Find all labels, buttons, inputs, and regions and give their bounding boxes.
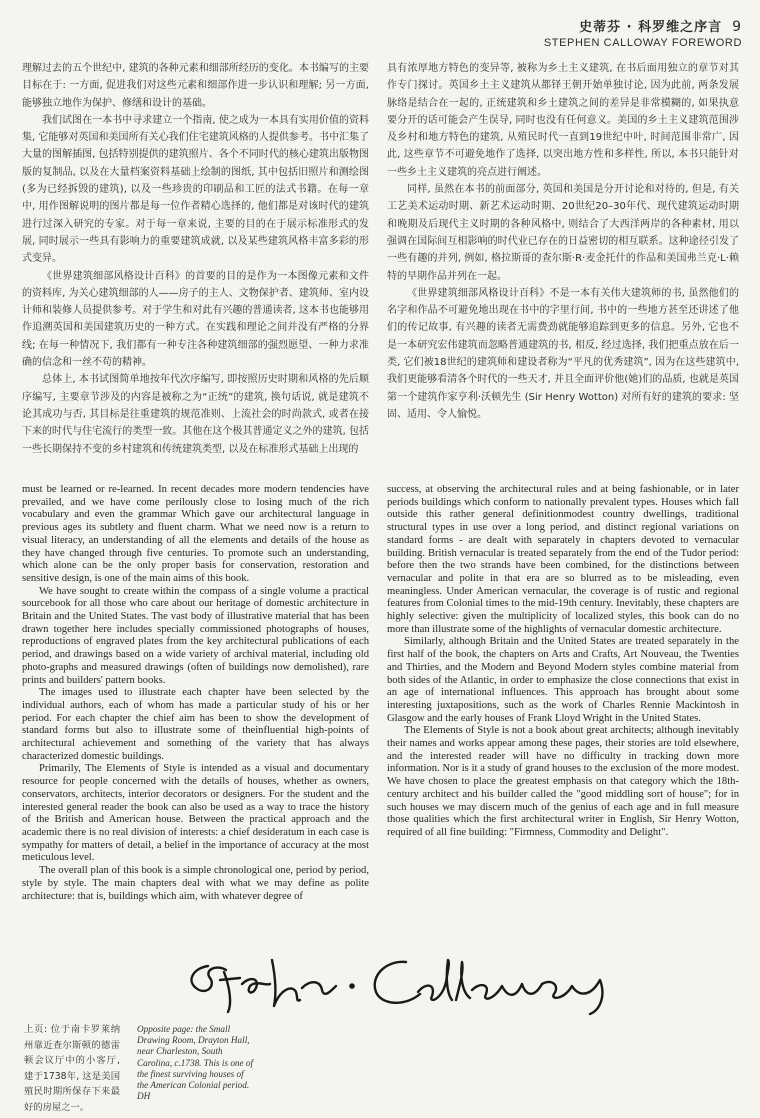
header-title-en: STEPHEN CALLOWAY FOREWORD (543, 37, 742, 49)
header-chinese-line (544, 16, 742, 35)
english-column-right (387, 484, 739, 934)
english-column-left (22, 484, 369, 934)
paragraph: The images used to illustrate each chapter have been selected by the individual authors, each of whom has made a particular study of his or her period. For each chapter the chief aim has been to show the development of standard forms but also to illustrate some of theinfluential high-points of architectural achievement and something of the variety that has always characterized domestic buildings. (22, 687, 369, 762)
paragraph: We have sought to create within the compass of a single volume a practical sourcebook for all those who care about our heritage of domestic architecture in Britain and the United States. The vast body of illustrative material that has been drawn together here includes specially commissioned photographs of houses, reproductions of engraved plates from the key architectural publications of each period, and drawings based on a wide variety of archival material, including old photo-graphs and measured drawings (often of buildings now demolished), rare prints and builders' pattern books. (22, 585, 369, 686)
paragraph: Primarily, The Elements of Style is intended as a visual and documentary resource for people concerned with the details of houses, whether as owners, conservators, architects, interior decorators or designers. For the student and the interested general reader the book can also be used as a way to trace the history of the British and American house. Between the practical approach and the academic there is no real division of interests: a chief desideratum in each case is sympathy for matters of detail, a belief in the importance of accuracy at the most meticulous level. (22, 763, 369, 864)
signature-graphic (180, 940, 660, 1020)
paragraph: success, at observing the architectural rules and at being fashionable, or in later periods buildings which conform to nationally prevalent types. Houses which fall outside this rather general definitionmodest country dwellings, traditional structural types in use over a long period, and distinct regional variations on standard forms - are dealt with separately in chapters devoted to vernacular building. British vernacular is treated separately from the end of the Tudor period: before then the two strands have been combined, for the distinctions between vernacular and polite in that era are so blurred as to be misleading, even meaningless. Under American vernacular, the coverage is of rustic and regional features from Colonial times to the mid-19th century. Inevitably, these chapters are highly selective: given the multiplicity of localized styles, this book can do no more than illustrate some of the highlights of vernacular domestic architecture. (387, 484, 739, 635)
header-title-cn: 史蒂芬 · 科罗维之序言 (579, 20, 723, 35)
signature (180, 940, 660, 1020)
paragraph: The overall plan of this book is a simple chronological one, period by period, style by style. The main chapters deal with what we may define as polite architecture: that is, buildings which aim, with whatever degree of (22, 865, 369, 902)
paragraph: 具有浓厚地方特色的变异等, 被称为乡土主义建筑, 在书后面用独立的章节对其作专门探讨。英国乡土主义建筑从都铎王朝开始单独讨论, 因为此前, 两条发展脉络是结合在一起的, 正统建筑和乡土建筑之间的差异是非常模糊的, 如果执意要分开的话可能会产生误导, 同时也没有任何意义。美国的乡土主义建筑范围涉及乡村和地方特色的建筑, 从殖民时代一直到19世纪中叶, 时间范围非常广, 因此, 这些章节不可避免地作了选择, 以突出地方性和多样性, 所以, 本书只能针对一些乡土主义建筑的亮点进行阐述。 (387, 63, 739, 178)
paragraph: 《世界建筑细部风格设计百科》不是一本有关伟大建筑师的书, 虽然他们的名字和作品不可避免地出现在书中的字里行间, 书中的一些地方甚至还讲述了他们的传记故事, 有兴趣的读者无需费劲就能够追踪到更多的信息。另外, 它也不是一本研究宏伟建筑而忽略普通建筑的书, 相反, 经过选择, 我们把重点放在后一类, 它们被18世纪的建筑师和建设者称为“平凡的优秀建筑”, 因为在这些建筑中, 我们更能够看清各个时代的一些天才, 并且全面评价他(她)们的品质, 也就是英国第一个建筑作家亨利·沃顿先生 (Sir Henry Wotton) 对所有好的建筑的要求: 坚固、适用、令人愉悦。 (387, 287, 739, 420)
paragraph: 总体上, 本书试图简单地按年代次序编写, 即按照历史时期和风格的先后顺序编写, 主要章节涉及的内容是被称之为“正统”的建筑, 换句话说, 就是建筑不论其成功与否, 其目标是往重建筑的规范准则、上流社会的时尚款式, 或者在接下来的时代与住宅流行的类型一致。其他在这个极其普通定义之外的建筑, 包括一些长期保持不变的乡村建筑和传统建筑类型, 以及在标准形式基础上出现的 (22, 374, 369, 455)
chinese-column-right (387, 60, 739, 468)
page-number: 9 (732, 19, 742, 35)
paragraph: 我们试图在一本书中寻求建立一个指南, 使之成为一本具有实用价值的资料集, 它能够对英国和美国所有关心我们住宅建筑风格的人提供参考。书中汇集了大量的图解插图, 包括特别提供的建筑照片、各个不同时代的核心建筑出版物图版的复制品, 以及在大量档案资料基础上绘制的图纸, 其中包括旧照片和测绘图(多为已经拆毁的建筑), 以及一些珍贵的印刷品和工匠的法式书籍。在每一章中, 用作图解说明的图片都是每一位作者精心选择的, 他们都是对该时代的建筑进行过深入研究的专家。对于每一章来说, 主要的目的在于展示标准形式的发展, 同时展示一些具有影响力的重要建筑成就, 以及某些建筑风格丰富多彩的形式变异。 (22, 114, 369, 265)
caption-chinese: 上页: 位于南卡罗莱纳州靠近查尔斯顿的德雷顿会议厅中的小客厅, 建于1738年, 这是美国殖民时期所保存下来最好的房屋之一。 (24, 1024, 120, 1113)
paragraph: 同样, 虽然在本书的前面部分, 英国和美国是分开讨论和对待的, 但是, 有关工艺美术运动时期、新艺术运动时期、20世纪20–30年代、现代建筑运动时期和晚期及后现代主义时期的各种风格中, 则结合了大西洋两岸的各种素材, 用以强调在国际间互相影响的时代业已存在的日益密切的相互联系。这种途径引发了一些有趣的并列, 例如, 格拉斯哥的查尔斯·R·麦金托什的作品和美国弗兰克·L·赖特的早期作品并列在一起。 (387, 184, 739, 282)
chinese-column-left (22, 60, 369, 468)
paragraph: must be learned or re-learned. In recent decades more modern tendencies have prevailed, and we have come perilously close to losing much of the rich vocabulary and even the grammar Which gave our architectural language in previous ages its subtlety and fluent charm. What we need now is a return to visual literacy, an understanding of all the elements and details of the house as they have changed through five centuries. To promote such an understanding, which alone can be the only proper basis for conservation, restoration and sensitive design, is one of the main aims of this book. (22, 484, 369, 584)
paragraph: The Elements of Style is not a book about great architects; although inevitably their names and works appear among these pages, their stories are told elsewhere, and the interested reader will have no difficulty in tracking down more information. Nor is it a study of grand houses to the exclusion of the more modest. We have chosen to place the greatest emphasis on that category which the 18th-century architect and his builder called the "good middling sort of house"; for in such houses we may discern much of the genius of each age and in full measure those qualities which the first architectural writer in English, Sir Henry Wotton, required of all fine building: "Firmness, Commodity and Delight". (387, 725, 739, 838)
paragraph: 理解过去的五个世纪中, 建筑的各种元素和细部所经历的变化。本书编写的主要目标在于: 一方面, 促进我们对这些元素和细部作进一步认识和理解; 另一方面, 能够独立地作为保护、修缮和设计的基础。 (22, 63, 369, 109)
page-header (544, 16, 742, 49)
paragraph: Similarly, although Britain and the United States are treated separately in the first half of the book, the chapters on Arts and Crafts, Art Nouveau, the Twenties and Thirties, and the Modern and Beyond Modern styles combine material from both sides of the Atlantic, in order to emphasize the close connections that exist in an age of international influences. This approach has brought about some interesting juxtapositions, such as the work of Charles Rennie Mackintosh in Glasgow and the early houses of Frank Lloyd Wright in the United States. (387, 636, 739, 724)
caption-english: Opposite page: the Small Drawing Room, Drayton Hall, near Charleston, South Carolina, c.1738. This is one of the finest surviving houses of the American Colonial period. DH (137, 1024, 254, 1102)
paragraph: 《世界建筑细部风格设计百科》的首要的目的是作为一本图像元素和文件的资料库, 为关心建筑细部的人——房子的主人、文物保护者、建筑师、室内设计师和装修人员提供参考。对于学生和对此有兴趣的普通读者, 这本书也能够用作追溯英国和美国建筑历史的一种方式。在实践和理论之间并没有严格的分界线; 在每一种情况下, 我们都有一种专注各种建筑细部的强烈愿望、一种力求准确的信念和一丝不苟的精神。 (22, 270, 369, 369)
